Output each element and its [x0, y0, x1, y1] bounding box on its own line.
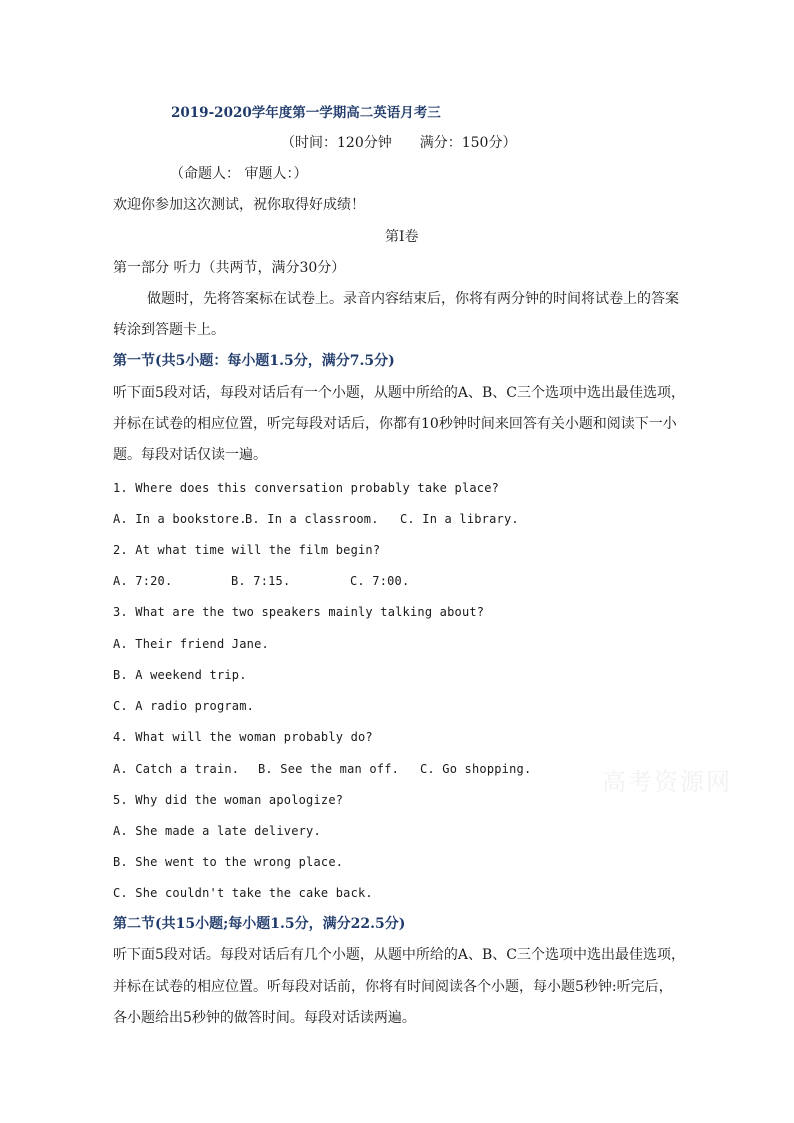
question-4-options — [113, 761, 531, 777]
question-2: 2. At what time will the film begin? — [113, 543, 381, 557]
watermark: 高考资源网 — [602, 768, 732, 796]
question-3-option-b: B. A weekend trip. — [113, 668, 247, 682]
question-3: 3. What are the two speakers mainly talking about? — [113, 605, 485, 619]
section1-heading: 第一节(共5小题：每小题1.5分，满分7.5分) — [113, 353, 395, 369]
question-3-option-a: A. Their friend Jane. — [113, 637, 269, 651]
question-4-option-b: B. See the man off. — [258, 762, 400, 776]
section2-instruction-line3: 各小题给出5秒钟的做答时间。每段对话读两遍。 — [113, 1010, 416, 1026]
part1-instruction-line2: 转涂到答题卡上。 — [113, 322, 225, 338]
welcome-text: 欢迎你参加这次测试，祝你取得好成绩！ — [113, 197, 365, 213]
section2-instruction-line1: 听下面5段对话。每段对话后有几个小题，从题中所给的A、B、C三个选项中选出最佳选项， — [113, 947, 686, 963]
question-5-option-b: B. She went to the wrong place. — [113, 855, 344, 869]
question-5: 5. Why did the woman apologize? — [113, 793, 344, 807]
exam-time-info: （时间：120分钟 满分：150分） — [281, 135, 517, 151]
question-1-options — [113, 511, 519, 527]
question-1-option-b: B. In a classroom. — [245, 512, 379, 526]
question-1: 1. Where does this conversation probably take place? — [113, 481, 500, 495]
section1-instruction-line3: 题。每段对话仅读一遍。 — [113, 447, 267, 463]
question-1-option-a: A. In a bookstore. — [113, 512, 247, 526]
exam-title: 2019-2020学年度第一学期高二英语月考三 — [171, 105, 441, 121]
section2-instruction-line2: 并标在试卷的相应位置。听每段对话前，你将有时间阅读各个小题，每小题5秒钟:听完后， — [113, 979, 673, 995]
question-2-options — [113, 573, 409, 589]
question-4: 4. What will the woman probably do? — [113, 730, 373, 744]
question-5-option-c: C. She couldn't take the cake back. — [113, 886, 373, 900]
question-1-option-c: C. In a library. — [400, 512, 519, 526]
section2-heading: 第二节(共15小题;每小题1.5分，满分22.5分) — [113, 916, 406, 932]
question-3-option-c: C. A radio program. — [113, 699, 255, 713]
part1-heading: 第一部分 听力（共两节，满分30分） — [113, 260, 346, 276]
part1-instruction-line1: 做题时，先将答案标在试卷上。录音内容结束后，你将有两分钟的时间将试卷上的答案 — [147, 291, 679, 307]
question-2-option-a: A. 7:20. — [113, 574, 173, 588]
section1-instruction-line2: 并标在试卷的相应位置，听完每段对话后，你都有10秒钟时间来回答有关小题和阅读下一小 — [113, 416, 677, 432]
question-5-option-a: A. She made a late delivery. — [113, 824, 321, 838]
section1-instruction-line1: 听下面5段对话，每段对话后有一个小题，从题中所给的A、B、C三个选项中选出最佳选项， — [113, 385, 686, 401]
volume-label: 第I卷 — [385, 229, 419, 245]
question-2-option-c: C. 7:00. — [350, 574, 410, 588]
question-4-option-c: C. Go shopping. — [420, 762, 532, 776]
exam-authors: （命题人： 审题人：） — [170, 166, 308, 182]
question-4-option-a: A. Catch a train. — [113, 762, 240, 776]
question-2-option-b: B. 7:15. — [231, 574, 291, 588]
